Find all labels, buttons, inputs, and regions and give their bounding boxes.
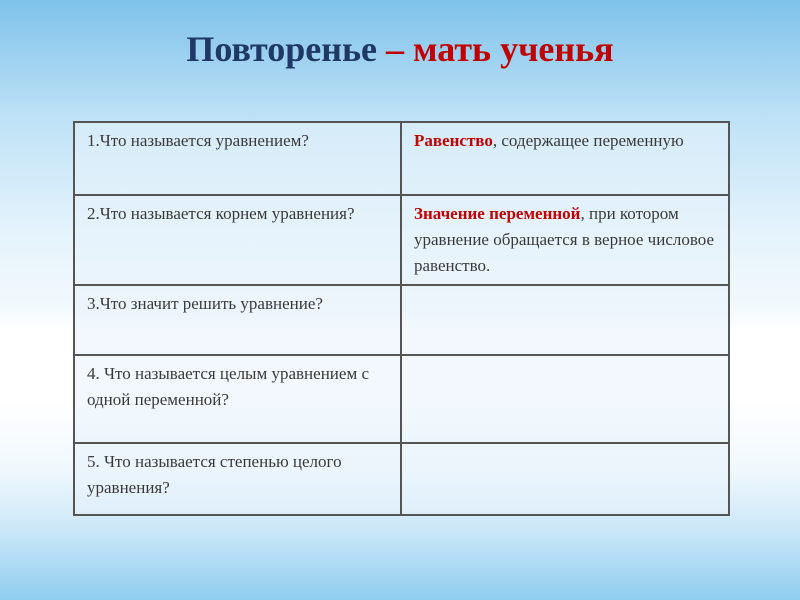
answer-highlight: Равенство xyxy=(414,131,493,150)
slide-title xyxy=(0,28,800,70)
table-row xyxy=(74,122,729,195)
answer-cell xyxy=(401,355,729,443)
answer-cell xyxy=(401,285,729,355)
question-cell xyxy=(74,285,401,355)
answer-text: , содержащее переменную xyxy=(492,131,684,150)
title-accent: мать ученья xyxy=(413,29,614,69)
question-cell xyxy=(74,122,401,195)
question-text: 1.Что называется уравнением? xyxy=(87,131,309,150)
title-main: Повторенье xyxy=(186,29,377,69)
table-row xyxy=(74,195,729,285)
table-row xyxy=(74,355,729,443)
question-text: 3.Что значит решить уравнение? xyxy=(87,294,323,313)
answer-highlight: Значение переменной xyxy=(414,204,581,223)
question-cell xyxy=(74,195,401,285)
answer-cell xyxy=(401,195,729,285)
question-cell xyxy=(74,355,401,443)
question-text: 5. Что называется степенью целого уравнения? xyxy=(87,452,342,497)
table-row xyxy=(74,285,729,355)
answer-cell xyxy=(401,122,729,195)
question-cell xyxy=(74,443,401,515)
question-text: 4. Что называется целым уравнением с одной переменной? xyxy=(87,364,369,409)
question-text: 2.Что называется корнем уравнения? xyxy=(87,204,355,223)
answer-text: , при котором уравнение обращается в верное числовое равенство. xyxy=(414,204,715,275)
title-dash: – xyxy=(386,29,404,69)
answer-cell xyxy=(401,443,729,515)
qa-table xyxy=(73,121,730,516)
table-row xyxy=(74,443,729,515)
